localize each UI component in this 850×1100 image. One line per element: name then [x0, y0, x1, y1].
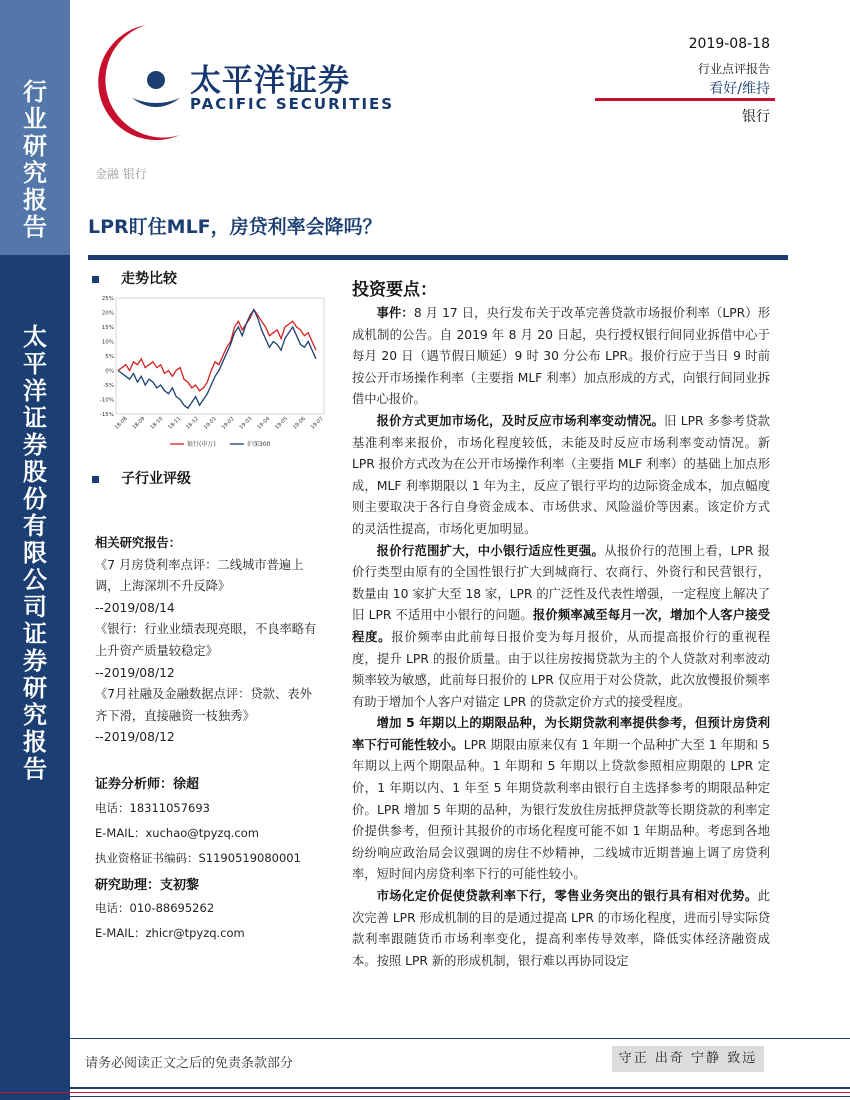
y-tick-label: 0% — [105, 368, 114, 375]
sidebar-top-label: 行 业 研 究 报 告 — [23, 77, 47, 241]
y-tick-label: -10% — [99, 397, 114, 404]
y-tick-label: 5% — [105, 354, 114, 360]
chart-frame — [116, 298, 324, 414]
analyst-email[interactable]: E-MAIL：xuchao@tpyzq.com — [95, 826, 259, 840]
header-red-divider — [595, 98, 775, 101]
brand-name-en: PACIFIC SECURITIES — [190, 95, 395, 113]
paragraph-lead: 报价行范围扩大，中小银行适应性更强。 — [376, 543, 605, 558]
paragraph-lead: 报价方式更加市场化，及时反应市场利率变动情况。 — [376, 413, 665, 428]
x-tick-label: 18-10 — [149, 415, 165, 431]
report-date: 2019-08-18 — [688, 36, 770, 52]
square-bullet-icon — [92, 476, 99, 483]
paragraph-lead: 市场化定价促使贷款利率下行，零售业务突出的银行具有相对优势。 — [376, 889, 758, 904]
x-tick-label: 18-11 — [167, 415, 183, 431]
assistant-label: 研究助理：支初黎 — [95, 878, 200, 893]
related-report-title[interactable]: 《7月社融及金融数据点评：贷款、表外齐下滑，直接融资一枝独秀》 — [95, 687, 312, 723]
related-report-date: --2019/08/14 — [95, 600, 175, 615]
y-tick-label: -5% — [103, 383, 114, 389]
x-tick-label: 18-09 — [131, 415, 147, 431]
x-tick-label: 19-05 — [274, 415, 290, 431]
analyst-label: 证券分析师：徐超 — [95, 777, 200, 792]
sector-label: 银行 — [742, 109, 770, 125]
investment-body — [352, 303, 770, 972]
disclaimer-link[interactable]: 请务必阅读正文之后的免责条款部分 — [85, 1056, 294, 1071]
series-line — [118, 310, 316, 409]
assistant-email[interactable]: E-MAIL：zhicr@tpyzq.com — [95, 926, 245, 940]
page-title: LPR盯住MLF，房贷利率会降吗？ — [88, 216, 382, 238]
related-report-title[interactable]: 《7 月房贷利率点评：二线城市普遍上调，上海深圳不升反降》 — [95, 557, 304, 594]
title-divider — [88, 255, 788, 260]
trend-chart — [92, 292, 332, 460]
x-tick-label: 19-03 — [238, 415, 254, 431]
investment-paragraph: 增加 5 年期以上的期限品种，为长期贷款利率提供参考，但预计房贷利率下行可能性较小。LPR 期限由原来仅有 1 年期一个品种扩大至 1 年期和 5 年期以上两个期限品种。1 年期和 5 年期以上贷款参照相应期限的 LPR 定价，1 年期以内、1 年至 5 年期贷款利率由银行自主选择参考的期限品种定价。LPR 增加 5 年期的品种，为银行发放住房抵押贷款等长期贷款的利率定价提供参考，但预计其报价的市场化程度可能不如 1 年期品种。考虑到各地纷纷响应政治局会议强调的房住不炒精神，二线城市近期普遍上调了房贷利率，短时间内房贷利率下行的可能性较小。 — [352, 716, 770, 882]
paragraph-lead: 事件： — [376, 306, 414, 320]
investment-paragraph: 报价方式更加市场化，及时反应市场利率变动情况。旧 LPR 多参考贷款基准利率来报价，市场化程度较低，未能及时反应市场利率变动情况。新 LPR 报价方式改为在公开市场操作利率（主要指 MLF 利率）的基础上加点形成，MLF 利率期限以 1 年为主，反应了银行平均的边际资金成本，加点幅度则主要取决于各行自身资金成本、市场供求、风险溢价等因素。该定价方式的灵活性提高，市场化更加明显。 — [352, 413, 770, 536]
related-reports-heading: 相关研究报告： — [95, 536, 182, 550]
related-report-date: --2019/08/12 — [95, 665, 175, 680]
investment-paragraph: 报价行范围扩大，中小银行适应性更强。从报价行的范围上看，LPR 报价行类型由原有的全国性银行扩大到城商行、农商行、外资行和民营银行，数量由 10 家扩大至 18 家，LPR 的广泛性及代表性增强，一定程度上解决了旧 LPR 不适用中小银行的问题。报价频率减至每月一次，增加个人客户接受程度。报价频率由此前每日报价变为每月报价，从而提高报价行的重视程度，提升 LPR 的报价质量。由于以往房按揭贷款为主的个人贷款对利率波动频率较为敏感，此前每日报价的 LPR 仅应用于对公贷款，此次放慢报价频率有助于增加个人客户对锚定 LPR 的贷款定价方式的接受程度。 — [352, 543, 770, 709]
footer-motto: 守正 出奇 宁静 致远 — [612, 1046, 764, 1072]
sidebar-top-band — [0, 0, 70, 255]
x-tick-label: 19-01 — [202, 415, 218, 431]
footer-divider — [70, 1038, 850, 1039]
breadcrumb: 金融 银行 — [95, 167, 147, 181]
sidebar-bottom-band — [0, 255, 70, 1100]
investment-paragraph: 事件：8 月 17 日，央行发布关于改革完善贷款市场报价利率（LPR）形成机制的公告。自 2019 年 8 月 20 日起，央行授权银行间同业拆借中心于每月 20 日（遇节假日顺延）9 时 30 分公布 LPR。报价行应于当日 9 时前按公开市场操作利率（主要指 MLF 利率）加点形成的方式，向银行间同业拆借中心报价。 — [352, 306, 770, 407]
x-tick-label: 18-12 — [185, 415, 201, 431]
paragraph-lead: 增加 5 年期以上的期限品种，为长期贷款利率提供参考，但预计房贷利率下行可能性较小。 — [352, 716, 770, 752]
sub-industry-heading: 子行业评级 — [92, 468, 191, 488]
investment-heading: 投资要点： — [352, 280, 437, 300]
investment-paragraph: 市场化定价促使贷款利率下行，零售业务突出的银行具有相对优势。此次完善 LPR 形成机制的目的是通过提高 LPR 的市场化程度，进而引导实际贷款利率跟随货币市场利率变化，提高利率传导效率，降低实体经济融资成本。按照 LPR 新的形成机制，银行难以再协同设定 — [352, 889, 770, 968]
sidebar-bottom-label: 太 平 洋 证 券 股 份 有 限 公 司 证 券 研 究 报 告 — [23, 322, 47, 783]
analyst-phone: 电话：18311057693 — [95, 801, 210, 815]
x-tick-label: 19-06 — [292, 415, 307, 431]
x-tick-label: 19-04 — [256, 415, 272, 431]
trend-heading: 走势比较 — [92, 268, 177, 288]
assistant-phone: 电话：010-88695262 — [95, 901, 215, 915]
square-bullet-icon — [92, 276, 99, 283]
x-tick-label: 18-08 — [113, 415, 129, 431]
footer-stripes — [0, 1085, 850, 1100]
x-tick-label: 19-07 — [309, 415, 325, 431]
y-tick-label: 10% — [101, 339, 114, 346]
related-reports — [95, 533, 323, 749]
brand-name-cn: 太平洋证券 — [190, 63, 350, 99]
rating-label: 看好/维持 — [709, 81, 770, 97]
y-tick-label: -15% — [99, 412, 114, 418]
series-line — [118, 310, 316, 391]
legend-label: 沪深300 — [247, 441, 271, 448]
report-type: 行业点评报告 — [697, 62, 770, 76]
y-tick-label: 15% — [101, 325, 114, 331]
analyst-cert: 执业资格证书编码：S1190519080001 — [95, 851, 301, 865]
legend-label: 银行(申万) — [187, 441, 216, 448]
x-tick-label: 19-02 — [220, 415, 236, 431]
paragraph-lead: 报价频率减至每月一次，增加个人客户接受程度。 — [352, 608, 770, 644]
y-tick-label: 20% — [101, 310, 114, 317]
related-report-title[interactable]: 《银行：行业业绩表现亮眼，不良率略有上升资产质量较稳定》 — [95, 622, 317, 658]
related-report-date: --2019/08/12 — [95, 730, 175, 745]
y-tick-label: 25% — [101, 296, 114, 302]
